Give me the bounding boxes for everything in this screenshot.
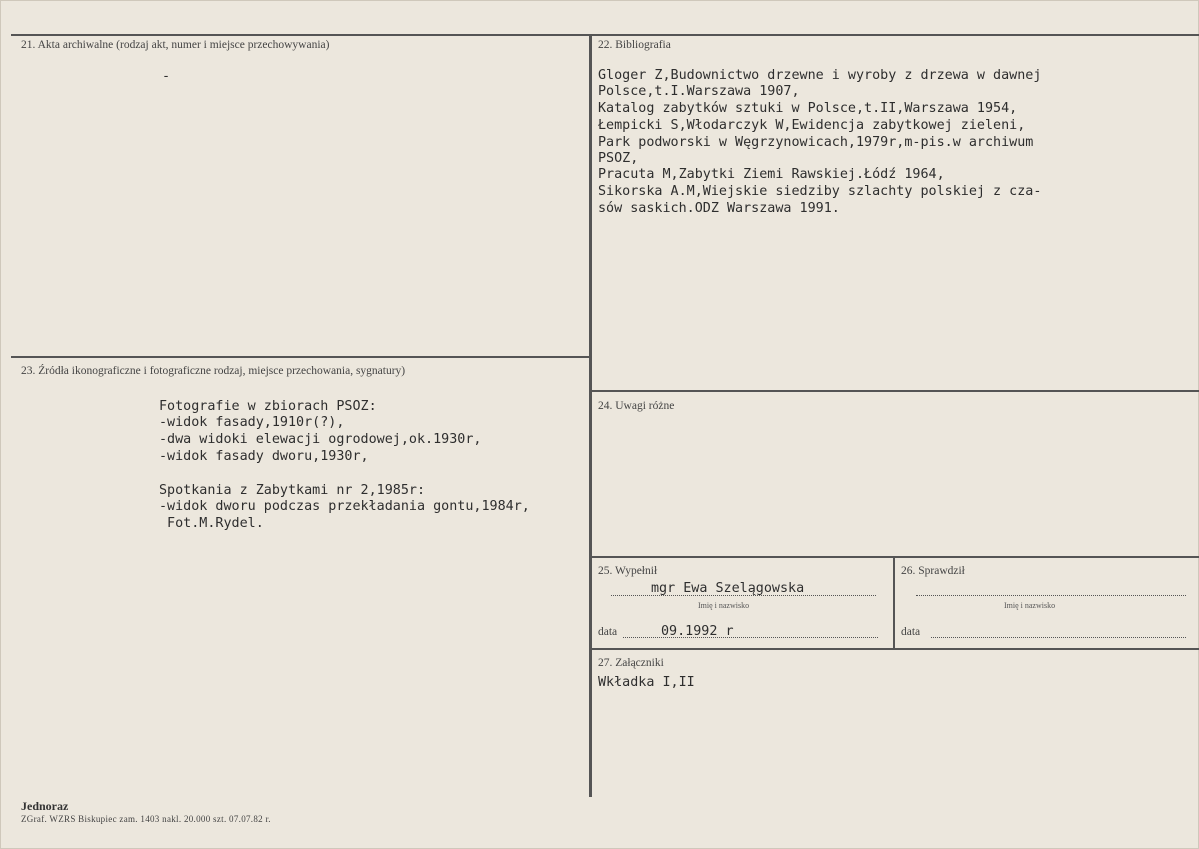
- section-21-label: 21. Akta archiwalne (rodzaj akt, numer i miejsce przechowywania): [21, 39, 330, 51]
- bibliography-line: Łempicki S,Włodarczyk W,Ewidencja zabytkowej zieleni,: [598, 118, 1026, 133]
- top-border: [11, 34, 1199, 36]
- bibliography-line: PSOZ,: [598, 151, 639, 166]
- source-line: -dwa widoki elewacji ogrodowej,ok.1930r,: [159, 432, 482, 447]
- checked-by-name-line: [916, 595, 1186, 596]
- checked-by-date-label: data: [901, 626, 921, 638]
- source-line: -widok fasady dworu,1930r,: [159, 449, 369, 464]
- divider-25-26: [893, 557, 895, 649]
- bibliography-line: Pracuta M,Zabytki Ziemi Rawskiej.Łódź 1964,: [598, 167, 945, 182]
- center-divider: [589, 34, 592, 797]
- checked-by-name-caption: Imię i nazwisko: [1004, 601, 1056, 610]
- footer-title: Jednoraz: [21, 799, 69, 813]
- filled-by-date-label: data: [598, 626, 618, 638]
- bibliography-line: Polsce,t.I.Warszawa 1907,: [598, 84, 800, 99]
- source-line: Fotografie w zbiorach PSOZ:: [159, 399, 377, 414]
- checked-by-date-line: [931, 637, 1186, 638]
- filled-by-date: 09.1992 r: [661, 624, 734, 639]
- source-line: -widok dworu podczas przekładania gontu,1984r,: [159, 499, 530, 514]
- filled-by-date-line: [623, 637, 878, 638]
- filled-by-name-caption: Imię i nazwisko: [698, 601, 750, 610]
- source-line: Spotkania z Zabytkami nr 2,1985r:: [159, 483, 426, 498]
- filled-by-name-line: [611, 595, 876, 596]
- divider-25-27: [591, 648, 1199, 650]
- footer-print-info: ZGraf. WZRS Biskupiec zam. 1403 nakl. 20.000 szt. 07.07.82 r.: [21, 814, 271, 824]
- section-25-label: 25. Wypełnił: [598, 565, 658, 577]
- divider-21-23: [11, 356, 591, 358]
- section-22-label: 22. Bibliografia: [598, 39, 671, 51]
- bibliography-line: sów saskich.ODZ Warszawa 1991.: [598, 201, 840, 216]
- bibliography-line: Sikorska A.M,Wiejskie siedziby szlachty polskiej z cza-: [598, 184, 1042, 199]
- section-23-label: 23. Źródła ikonograficzne i fotograficzne rodzaj, miejsce przechowania, sygnatury): [21, 365, 406, 377]
- filled-by-name: mgr Ewa Szelągowska: [651, 581, 805, 596]
- divider-22-24: [591, 390, 1199, 392]
- section-27-label: 27. Załączniki: [598, 657, 664, 669]
- attachments-value: Wkładka I,II: [598, 675, 695, 690]
- source-line: Fot.M.Rydel.: [159, 516, 264, 531]
- section-21-value: -: [162, 69, 171, 84]
- bibliography-line: Katalog zabytków sztuki w Polsce,t.II,Warszawa 1954,: [598, 101, 1018, 116]
- section-24-label: 24. Uwagi różne: [598, 400, 675, 412]
- bibliography-line: Park podworski w Węgrzynowicach,1979r,m-pis.w archiwum: [598, 135, 1034, 150]
- bibliography-line: Gloger Z,Budownictwo drzewne i wyroby z drzewa w dawnej: [598, 68, 1042, 83]
- section-26-label: 26. Sprawdził: [901, 565, 965, 577]
- divider-24-25: [591, 556, 1199, 558]
- source-line: -widok fasady,1910r(?),: [159, 415, 345, 430]
